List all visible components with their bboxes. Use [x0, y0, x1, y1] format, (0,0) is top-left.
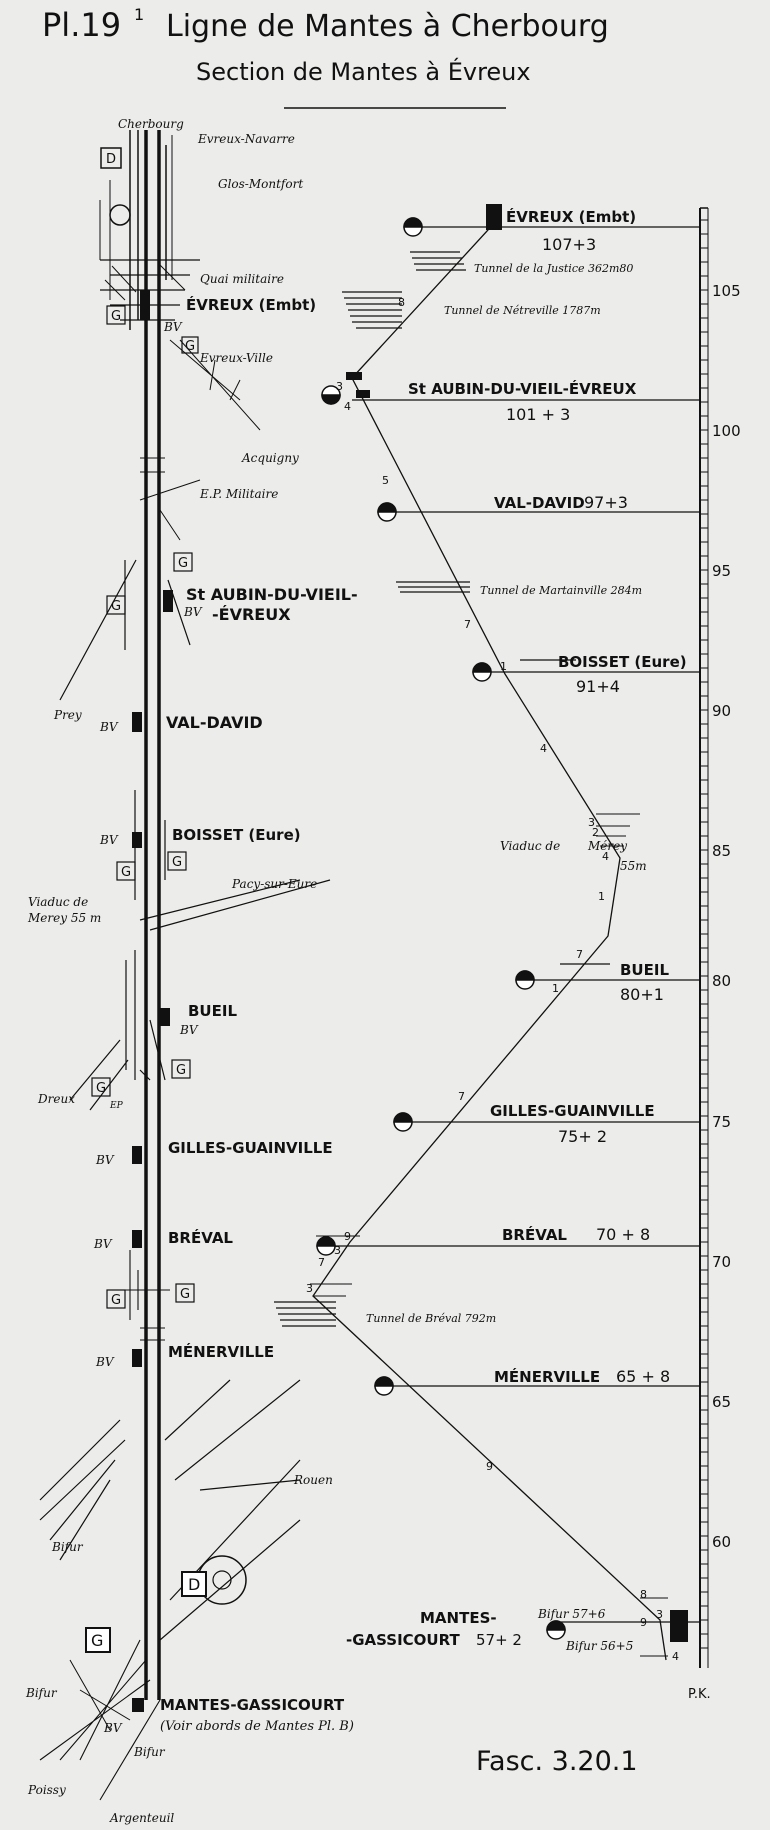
gradient: 4 [672, 1650, 679, 1663]
tunnel-martainville: Tunnel de Martainville 284m [480, 584, 643, 597]
label-evreux-ville: Evreux-Ville [200, 351, 273, 365]
tunnels [274, 252, 470, 1326]
profile-station-gilles: GILLES-GUAINVILLE [490, 1102, 655, 1120]
profile-station-val-david: VAL-DAVID [494, 494, 585, 512]
label-dreux: Dreux [38, 1092, 75, 1106]
gradient: 9 [344, 1230, 351, 1243]
depot-icon: D [188, 1575, 201, 1594]
gradient: 2 [592, 826, 599, 839]
bv-mantes: BV [104, 1721, 122, 1735]
viaduct-label-2: Mérey [588, 839, 628, 853]
pk-tick-105: 105 [712, 282, 741, 300]
gradient: 1 [598, 890, 605, 903]
page-title: Ligne de Mantes à Cherbourg [166, 9, 609, 44]
label-quai-militaire: Quai militaire [200, 272, 284, 286]
pk-tick-70: 70 [712, 1253, 732, 1271]
gradient: 5 [382, 474, 389, 487]
pk-scale [688, 208, 741, 1702]
station-blocks [132, 290, 173, 1712]
plan-station-menerville: MÉNERVILLE [168, 1343, 275, 1361]
viaduct-label-3: 55m [620, 859, 647, 873]
label-ep-militaire: E.P. Militaire [200, 487, 279, 501]
label-ep: EP [110, 1101, 123, 1111]
bifur-2: Bifur 56+5 [566, 1639, 634, 1653]
profile-station-boisset: BOISSET (Eure) [558, 653, 687, 671]
profile-station-menerville: MÉNERVILLE [494, 1368, 601, 1386]
profile-pk-val-david: 97+3 [584, 493, 628, 512]
goods-icon: G [96, 1081, 107, 1096]
profile-pk-mantes: 57+ 2 [476, 1631, 522, 1649]
profile-pk-gilles: 75+ 2 [558, 1127, 608, 1146]
page-subtitle: Section de Mantes à Évreux [196, 58, 531, 86]
goods-icon: G [178, 556, 189, 571]
gradient: 4 [602, 850, 609, 863]
label-prey: Prey [54, 708, 82, 722]
track-labels [25, 117, 333, 1825]
plate-number: Pl.19 [42, 6, 122, 44]
goods-icon: G [180, 1287, 191, 1302]
tunnel-breval: Tunnel de Bréval 792m [366, 1312, 497, 1325]
tunnel-justice: Tunnel de la Justice 362m80 [474, 262, 634, 275]
plan-station-st-aubin-2: -ÉVREUX [212, 605, 291, 624]
bifur-1: Bifur 57+6 [538, 1607, 606, 1621]
bv-val-david: BV [100, 720, 118, 734]
plan-station-bueil: BUEIL [188, 1002, 237, 1020]
pk-tick-95: 95 [712, 562, 732, 580]
profile-station-evreux: ÉVREUX (Embt) [506, 208, 637, 226]
gradient: 7 [318, 1256, 325, 1269]
viaduct-label-1: Viaduc de [500, 839, 561, 853]
pk-tick-100: 100 [712, 422, 741, 440]
goods-icon: G [176, 1063, 187, 1078]
plate-superscript: 1 [134, 5, 145, 24]
label-evreux-navarre: Evreux-Navarre [198, 132, 295, 146]
header [42, 5, 609, 108]
bv-menerville: BV [96, 1355, 114, 1369]
label-cherbourg: Cherbourg [118, 117, 184, 131]
gradient: 7 [576, 948, 583, 961]
goods-icon: G [111, 599, 122, 614]
bv-gilles: BV [96, 1153, 114, 1167]
pk-tick-75: 75 [712, 1113, 732, 1131]
profile-pk-breval: 70 + 8 [596, 1225, 651, 1244]
plan-station-breval: BRÉVAL [168, 1229, 233, 1247]
gradient: 8 [640, 1588, 647, 1601]
label-bifur-bottom: Bifur [134, 1745, 165, 1759]
label-bifur-left: Bifur [26, 1686, 57, 1700]
tunnel-netreville: Tunnel de Nétreville 1787m [444, 304, 601, 317]
label-argenteuil: Argenteuil [110, 1811, 175, 1825]
fascicle-label: Fasc. 3.20.1 [476, 1746, 638, 1777]
pk-tick-90: 90 [712, 702, 732, 720]
profile-station-mantes-1: MANTES- [420, 1609, 497, 1627]
gradient: 3 [656, 1608, 663, 1621]
pk-tick-80: 80 [712, 972, 732, 990]
profile-station-labels [346, 207, 687, 1653]
plan-station-val-david: VAL-DAVID [166, 713, 263, 732]
label-poissy: Poissy [28, 1783, 66, 1797]
profile-pk-boisset: 91+4 [576, 677, 620, 696]
station-disks [317, 218, 565, 1639]
label-pacy-sur-eure: Pacy-sur-Eure [232, 877, 318, 891]
pk-tick-65: 65 [712, 1393, 732, 1411]
profile-pk-st-aubin: 101 + 3 [506, 405, 571, 424]
gradient: 3 [306, 1282, 313, 1295]
gradient: 9 [640, 1616, 647, 1629]
plan-station-st-aubin-1: St AUBIN-DU-VIEIL- [186, 585, 358, 604]
label-glos-montfort: Glos-Montfort [218, 177, 304, 191]
pk-tick-60: 60 [712, 1533, 732, 1551]
profile-pk-menerville: 65 + 8 [616, 1367, 671, 1386]
pk-minor-ticks [700, 220, 708, 1648]
goods-icon: G [121, 865, 132, 880]
goods-icon: G [111, 1293, 122, 1308]
profile-station-breval: BRÉVAL [502, 1226, 567, 1244]
gradient: 3 [588, 816, 595, 829]
gradient: 3 [334, 1244, 341, 1257]
track-station-names [160, 295, 358, 1734]
goods-icon: G [172, 855, 183, 870]
gradient: 1 [552, 982, 559, 995]
label-bifur-upper: Bifur [52, 1540, 83, 1554]
bv-evreux: BV [164, 320, 182, 334]
plan-station-boisset: BOISSET (Eure) [172, 826, 301, 844]
gradient: 4 [344, 400, 351, 413]
track-plan [40, 130, 330, 1800]
depot-icon: D [106, 152, 117, 167]
profile-station-mantes-2: -GASSICOURT [346, 1631, 460, 1649]
pk-tick-85: 85 [712, 842, 732, 860]
profile-station-bueil: BUEIL [620, 961, 669, 979]
gradient: 3 [336, 380, 343, 393]
gradient: 7 [464, 618, 471, 631]
gradient: 7 [458, 1090, 465, 1103]
plan-station-mantes: MANTES-GASSICOURT [160, 1696, 345, 1714]
gradient: 9 [486, 1460, 493, 1473]
goods-icon: G [111, 309, 122, 324]
bv-breval: BV [94, 1237, 112, 1251]
plan-station-mantes-note: (Voir abords de Mantes Pl. B) [160, 1719, 354, 1734]
viaduct-note-2: Merey 55 m [28, 911, 102, 925]
label-rouen: Rouen [294, 1473, 333, 1487]
gradient: 4 [540, 742, 547, 755]
goods-icon: G [91, 1631, 104, 1650]
plan-station-evreux: ÉVREUX (Embt) [186, 296, 317, 314]
goods-icon: G [185, 339, 196, 354]
profile-station-st-aubin: St AUBIN-DU-VIEIL-ÉVREUX [408, 380, 637, 398]
label-acquigny: Acquigny [242, 451, 299, 465]
pk-label: P.K. [688, 1687, 711, 1702]
gradient: 8 [398, 296, 405, 309]
profile-pk-bueil: 80+1 [620, 985, 664, 1004]
plan-station-gilles: GILLES-GUAINVILLE [168, 1139, 333, 1157]
gradient: 1 [500, 660, 507, 673]
bv-boisset: BV [100, 833, 118, 847]
bv-bueil: BV [180, 1023, 198, 1037]
profile-pk-evreux: 107+3 [542, 235, 597, 254]
bv-st-aubin: BV [184, 605, 202, 619]
profile-line [313, 210, 666, 1660]
viaduct-note-1: Viaduc de [28, 895, 89, 909]
